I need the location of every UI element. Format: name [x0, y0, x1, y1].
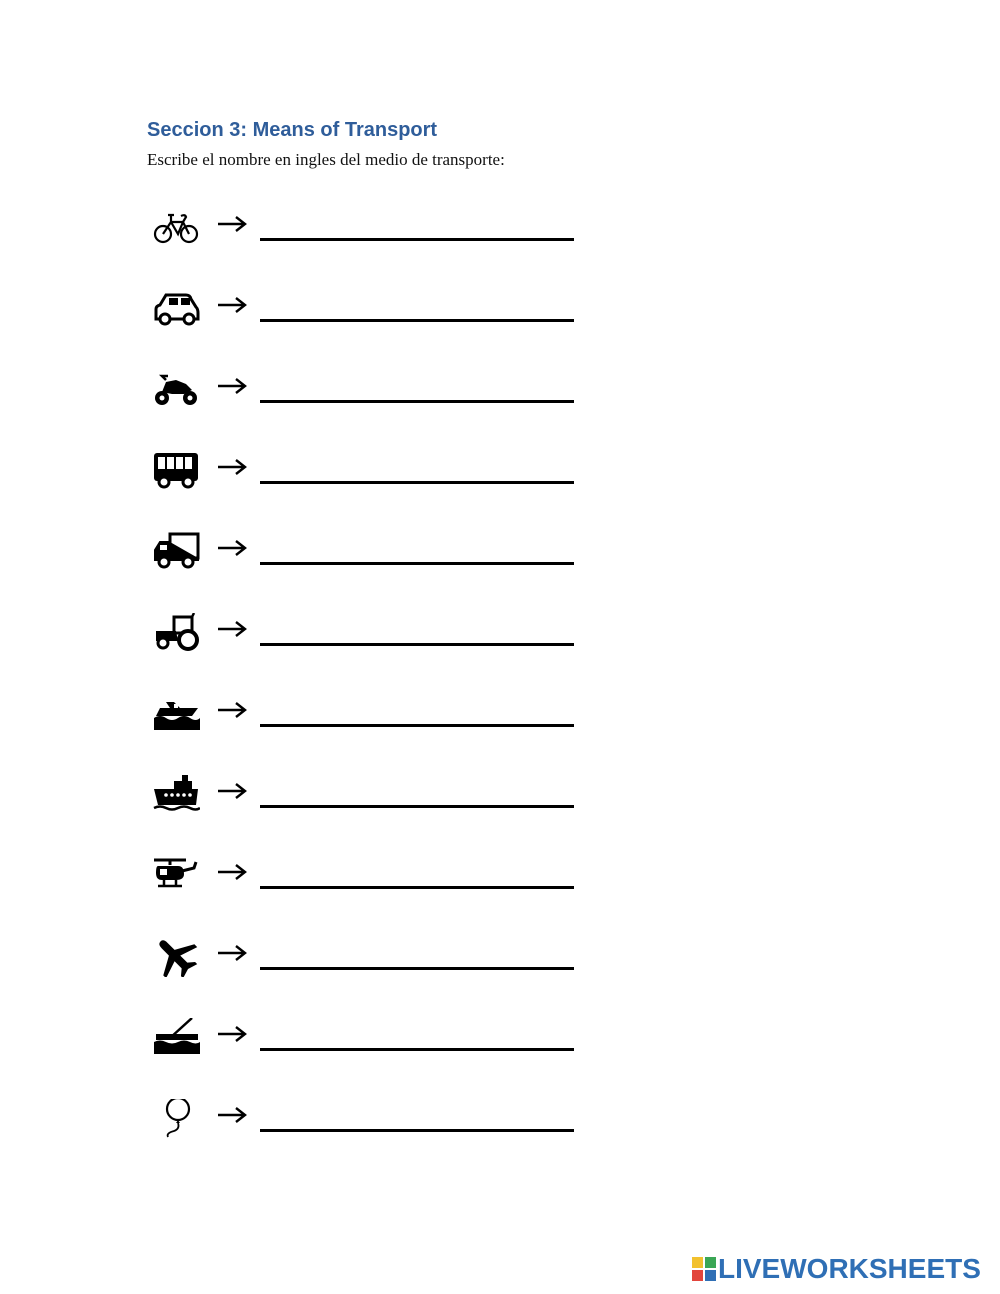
helicopter-icon — [152, 856, 200, 896]
exercise-row — [0, 370, 1000, 430]
arrow-icon — [214, 856, 250, 896]
rowboat-icon — [152, 1018, 200, 1058]
answer-input[interactable] — [260, 208, 578, 236]
answer-input[interactable] — [260, 370, 578, 398]
exercise-row — [0, 1018, 1000, 1078]
answer-line — [260, 643, 574, 646]
liveworksheets-logo[interactable] — [692, 1254, 992, 1284]
answer-line — [260, 886, 574, 889]
answer-line — [260, 967, 574, 970]
answer-line — [260, 1129, 574, 1132]
exercise-row — [0, 775, 1000, 835]
motorcycle-icon — [152, 370, 200, 410]
instruction-text: Escribe el nombre en ingles del medio de transporte: — [147, 150, 505, 169]
answer-input[interactable] — [260, 775, 578, 803]
truck-icon — [152, 532, 200, 572]
arrow-icon — [214, 289, 250, 329]
exercise-row — [0, 613, 1000, 673]
answer-input[interactable] — [260, 451, 578, 479]
bicycle-icon — [152, 208, 200, 248]
answer-input[interactable] — [260, 1099, 578, 1127]
exercise-row — [0, 451, 1000, 511]
answer-line — [260, 238, 574, 241]
car-icon — [152, 289, 200, 329]
arrow-icon — [214, 937, 250, 977]
exercise-row — [0, 532, 1000, 592]
tractor-icon — [152, 613, 200, 653]
section-title: Seccion 3: Means of Transport — [147, 119, 438, 141]
answer-input[interactable] — [260, 1018, 578, 1046]
answer-line — [260, 724, 574, 727]
answer-input[interactable] — [260, 937, 578, 965]
answer-input[interactable] — [260, 856, 578, 884]
airplane-icon — [152, 937, 200, 977]
answer-line — [260, 481, 574, 484]
exercise-row — [0, 694, 1000, 754]
answer-line — [260, 805, 574, 808]
answer-line — [260, 562, 574, 565]
arrow-icon — [214, 451, 250, 491]
arrow-icon — [214, 370, 250, 410]
arrow-icon — [214, 532, 250, 572]
exercise-row — [0, 937, 1000, 997]
exercise-row — [0, 208, 1000, 268]
answer-line — [260, 319, 574, 322]
arrow-icon — [214, 694, 250, 734]
exercise-row — [0, 1099, 1000, 1159]
exercise-row — [0, 289, 1000, 349]
arrow-icon — [214, 208, 250, 248]
logo-text: LIVEWORKSHEETS — [718, 1253, 981, 1284]
balloon-icon — [152, 1099, 200, 1139]
arrow-icon — [214, 1018, 250, 1058]
arrow-icon — [214, 613, 250, 653]
answer-line — [260, 1048, 574, 1051]
ship-icon — [152, 775, 200, 815]
answer-line — [260, 400, 574, 403]
exercise-row — [0, 856, 1000, 916]
speedboat-icon — [152, 694, 200, 734]
answer-input[interactable] — [260, 289, 578, 317]
answer-input[interactable] — [260, 613, 578, 641]
bus-icon — [152, 451, 200, 491]
arrow-icon — [214, 775, 250, 815]
answer-input[interactable] — [260, 694, 578, 722]
answer-input[interactable] — [260, 532, 578, 560]
logo-badge-icon — [692, 1257, 716, 1281]
arrow-icon — [214, 1099, 250, 1139]
